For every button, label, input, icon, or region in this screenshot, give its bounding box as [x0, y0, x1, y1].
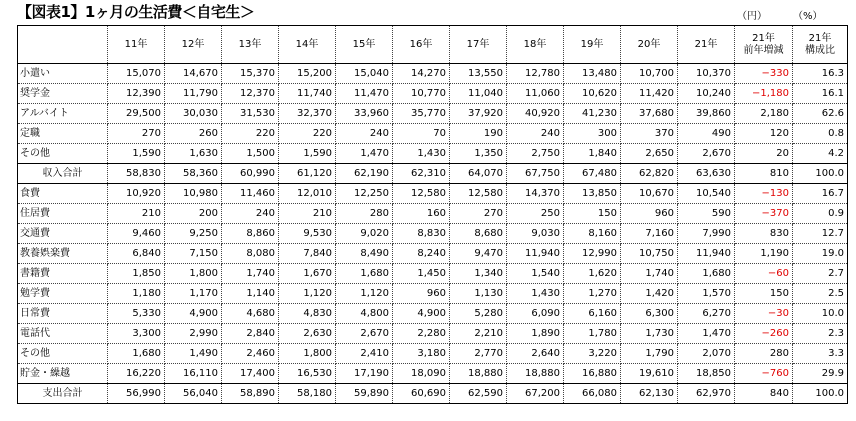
header-year-cell: 14年 [279, 26, 336, 64]
value-cell: 8,080 [222, 244, 279, 264]
header-year-cell: 12年 [165, 26, 222, 64]
value-cell: 1,740 [621, 264, 678, 284]
change-cell: 810 [735, 164, 793, 184]
value-cell: 14,670 [165, 64, 222, 84]
row-label: 書籍費 [18, 264, 108, 284]
value-cell: 1,840 [564, 144, 621, 164]
value-cell: 7,990 [678, 224, 735, 244]
value-cell: 2,990 [165, 324, 222, 344]
total-row [18, 164, 848, 184]
value-cell: 35,770 [393, 104, 450, 124]
value-cell: 1,180 [108, 284, 165, 304]
value-cell: 64,070 [450, 164, 507, 184]
value-cell: 370 [621, 124, 678, 144]
value-cell: 2,750 [507, 144, 564, 164]
change-cell: −30 [735, 304, 793, 324]
value-cell: 37,920 [450, 104, 507, 124]
value-cell: 2,770 [450, 344, 507, 364]
value-cell: 2,670 [336, 324, 393, 344]
value-cell: 14,270 [393, 64, 450, 84]
value-cell: 4,830 [279, 304, 336, 324]
value-cell: 220 [222, 124, 279, 144]
value-cell: 160 [393, 204, 450, 224]
table-row [18, 324, 848, 344]
value-cell: 13,480 [564, 64, 621, 84]
value-cell: 12,990 [564, 244, 621, 264]
share-cell: 12.7 [793, 224, 848, 244]
table-row [18, 104, 848, 124]
change-cell: −1,180 [735, 84, 793, 104]
value-cell: 1,670 [279, 264, 336, 284]
value-cell: 1,450 [393, 264, 450, 284]
header-change-line2: 前年増減 [743, 44, 784, 56]
value-cell: 6,840 [108, 244, 165, 264]
row-label: 食費 [18, 184, 108, 204]
table-row [18, 144, 848, 164]
value-cell: 13,850 [564, 184, 621, 204]
value-cell: 10,240 [678, 84, 735, 104]
value-cell: 1,590 [279, 144, 336, 164]
value-cell: 260 [165, 124, 222, 144]
share-cell: 16.7 [793, 184, 848, 204]
header-year-cell: 21年 [678, 26, 735, 64]
value-cell: 1,470 [678, 324, 735, 344]
value-cell: 13,550 [450, 64, 507, 84]
row-label: 教養娯楽費 [18, 244, 108, 264]
value-cell: 56,990 [108, 384, 165, 404]
share-cell: 2.3 [793, 324, 848, 344]
value-cell: 1,780 [564, 324, 621, 344]
total-row [18, 384, 848, 404]
value-cell: 18,880 [450, 364, 507, 384]
value-cell: 590 [678, 204, 735, 224]
share-cell: 100.0 [793, 384, 848, 404]
value-cell: 10,980 [165, 184, 222, 204]
value-cell: 1,790 [621, 344, 678, 364]
value-cell: 12,010 [279, 184, 336, 204]
header-year-cell: 13年 [222, 26, 279, 64]
value-cell: 10,620 [564, 84, 621, 104]
change-cell: 840 [735, 384, 793, 404]
value-cell: 29,500 [108, 104, 165, 124]
value-cell: 200 [165, 204, 222, 224]
value-cell: 960 [393, 284, 450, 304]
value-cell: 58,830 [108, 164, 165, 184]
share-cell: 0.8 [793, 124, 848, 144]
value-cell: 960 [621, 204, 678, 224]
value-cell: 62,970 [678, 384, 735, 404]
header-year-cell: 20年 [621, 26, 678, 64]
row-label: 住居費 [18, 204, 108, 224]
value-cell: 1,120 [279, 284, 336, 304]
row-label: 支出合計 [18, 384, 108, 404]
value-cell: 6,160 [564, 304, 621, 324]
share-cell: 16.1 [793, 84, 848, 104]
change-cell: 1,190 [735, 244, 793, 264]
row-label: 交通費 [18, 224, 108, 244]
value-cell: 1,680 [678, 264, 735, 284]
change-cell: 280 [735, 344, 793, 364]
change-cell: 20 [735, 144, 793, 164]
value-cell: 9,250 [165, 224, 222, 244]
value-cell: 11,790 [165, 84, 222, 104]
change-cell: −760 [735, 364, 793, 384]
value-cell: 31,530 [222, 104, 279, 124]
value-cell: 2,210 [450, 324, 507, 344]
value-cell: 10,370 [678, 64, 735, 84]
value-cell: 1,340 [450, 264, 507, 284]
value-cell: 7,160 [621, 224, 678, 244]
value-cell: 150 [564, 204, 621, 224]
value-cell: 62,130 [621, 384, 678, 404]
value-cell: 18,090 [393, 364, 450, 384]
change-cell: 830 [735, 224, 793, 244]
header-year-cell: 19年 [564, 26, 621, 64]
value-cell: 6,300 [621, 304, 678, 324]
value-cell: 63,630 [678, 164, 735, 184]
living-expenses-table [17, 25, 848, 404]
value-cell: 2,670 [678, 144, 735, 164]
value-cell: 1,350 [450, 144, 507, 164]
row-label: 奨学金 [18, 84, 108, 104]
value-cell: 5,330 [108, 304, 165, 324]
header-year-cell: 17年 [450, 26, 507, 64]
value-cell: 12,250 [336, 184, 393, 204]
value-cell: 4,680 [222, 304, 279, 324]
value-cell: 18,850 [678, 364, 735, 384]
table-row [18, 84, 848, 104]
value-cell: 12,580 [393, 184, 450, 204]
value-cell: 5,280 [450, 304, 507, 324]
value-cell: 11,040 [450, 84, 507, 104]
value-cell: 11,470 [336, 84, 393, 104]
value-cell: 62,190 [336, 164, 393, 184]
header-year-cell: 11年 [108, 26, 165, 64]
value-cell: 11,060 [507, 84, 564, 104]
value-cell: 2,460 [222, 344, 279, 364]
value-cell: 10,670 [621, 184, 678, 204]
value-cell: 41,230 [564, 104, 621, 124]
value-cell: 66,080 [564, 384, 621, 404]
header-share-cell [793, 26, 848, 64]
value-cell: 1,540 [507, 264, 564, 284]
value-cell: 70 [393, 124, 450, 144]
value-cell: 250 [507, 204, 564, 224]
change-cell: 2,180 [735, 104, 793, 124]
row-label: その他 [18, 144, 108, 164]
value-cell: 61,120 [279, 164, 336, 184]
value-cell: 8,860 [222, 224, 279, 244]
value-cell: 10,920 [108, 184, 165, 204]
share-cell: 4.2 [793, 144, 848, 164]
table-row [18, 364, 848, 384]
change-cell: −330 [735, 64, 793, 84]
row-label: 貯金・繰越 [18, 364, 108, 384]
share-cell: 0.9 [793, 204, 848, 224]
value-cell: 1,590 [108, 144, 165, 164]
table-row [18, 264, 848, 284]
value-cell: 1,490 [165, 344, 222, 364]
value-cell: 16,220 [108, 364, 165, 384]
value-cell: 58,180 [279, 384, 336, 404]
value-cell: 2,840 [222, 324, 279, 344]
value-cell: 2,650 [621, 144, 678, 164]
share-cell: 3.3 [793, 344, 848, 364]
value-cell: 8,490 [336, 244, 393, 264]
change-cell: 150 [735, 284, 793, 304]
value-cell: 6,090 [507, 304, 564, 324]
value-cell: 4,800 [336, 304, 393, 324]
table-row [18, 224, 848, 244]
table-row [18, 344, 848, 364]
value-cell: 60,690 [393, 384, 450, 404]
value-cell: 210 [279, 204, 336, 224]
share-cell: 29.9 [793, 364, 848, 384]
value-cell: 220 [279, 124, 336, 144]
value-cell: 32,370 [279, 104, 336, 124]
value-cell: 33,960 [336, 104, 393, 124]
value-cell: 10,700 [621, 64, 678, 84]
share-cell: 16.3 [793, 64, 848, 84]
value-cell: 8,680 [450, 224, 507, 244]
value-cell: 67,200 [507, 384, 564, 404]
value-cell: 10,770 [393, 84, 450, 104]
share-cell: 62.6 [793, 104, 848, 124]
value-cell: 1,470 [336, 144, 393, 164]
value-cell: 40,920 [507, 104, 564, 124]
change-cell: −130 [735, 184, 793, 204]
value-cell: 1,130 [450, 284, 507, 304]
value-cell: 1,680 [336, 264, 393, 284]
table-header-row [18, 26, 848, 64]
value-cell: 15,070 [108, 64, 165, 84]
value-cell: 37,680 [621, 104, 678, 124]
value-cell: 16,110 [165, 364, 222, 384]
change-cell: −260 [735, 324, 793, 344]
value-cell: 240 [336, 124, 393, 144]
value-cell: 1,630 [165, 144, 222, 164]
table-row [18, 204, 848, 224]
value-cell: 59,890 [336, 384, 393, 404]
value-cell: 10,540 [678, 184, 735, 204]
value-cell: 3,300 [108, 324, 165, 344]
value-cell: 2,410 [336, 344, 393, 364]
value-cell: 240 [507, 124, 564, 144]
value-cell: 12,780 [507, 64, 564, 84]
value-cell: 270 [108, 124, 165, 144]
change-cell: 120 [735, 124, 793, 144]
value-cell: 9,460 [108, 224, 165, 244]
value-cell: 2,280 [393, 324, 450, 344]
value-cell: 1,170 [165, 284, 222, 304]
value-cell: 11,420 [621, 84, 678, 104]
value-cell: 1,740 [222, 264, 279, 284]
value-cell: 3,220 [564, 344, 621, 364]
row-label: アルバイト [18, 104, 108, 124]
value-cell: 11,740 [279, 84, 336, 104]
table-row [18, 284, 848, 304]
row-label: その他 [18, 344, 108, 364]
share-cell: 2.7 [793, 264, 848, 284]
header-share-line1: 21年 [808, 32, 832, 44]
value-cell: 67,750 [507, 164, 564, 184]
value-cell: 1,680 [108, 344, 165, 364]
table-row [18, 64, 848, 84]
value-cell: 30,030 [165, 104, 222, 124]
value-cell: 1,620 [564, 264, 621, 284]
header-share-line2: 構成比 [805, 44, 835, 56]
value-cell: 240 [222, 204, 279, 224]
value-cell: 190 [450, 124, 507, 144]
value-cell: 4,900 [393, 304, 450, 324]
row-label: 電話代 [18, 324, 108, 344]
value-cell: 12,370 [222, 84, 279, 104]
header-year-cell: 16年 [393, 26, 450, 64]
value-cell: 15,200 [279, 64, 336, 84]
value-cell: 8,830 [393, 224, 450, 244]
value-cell: 15,370 [222, 64, 279, 84]
unit-percent-label: （%） [793, 11, 823, 22]
value-cell: 15,040 [336, 64, 393, 84]
value-cell: 1,420 [621, 284, 678, 304]
row-label: 日常費 [18, 304, 108, 324]
value-cell: 62,820 [621, 164, 678, 184]
unit-yen-label: （円） [737, 11, 767, 22]
value-cell: 18,880 [507, 364, 564, 384]
header-year-cell: 18年 [507, 26, 564, 64]
value-cell: 1,500 [222, 144, 279, 164]
value-cell: 58,890 [222, 384, 279, 404]
value-cell: 9,020 [336, 224, 393, 244]
row-label: 収入合計 [18, 164, 108, 184]
change-cell: −370 [735, 204, 793, 224]
change-cell: −60 [735, 264, 793, 284]
value-cell: 8,160 [564, 224, 621, 244]
value-cell: 3,180 [393, 344, 450, 364]
table-body [18, 64, 848, 404]
value-cell: 9,030 [507, 224, 564, 244]
value-cell: 11,940 [507, 244, 564, 264]
value-cell: 12,580 [450, 184, 507, 204]
value-cell: 1,570 [678, 284, 735, 304]
value-cell: 2,640 [507, 344, 564, 364]
value-cell: 1,800 [165, 264, 222, 284]
header-change-cell [735, 26, 793, 64]
value-cell: 17,190 [336, 364, 393, 384]
value-cell: 60,990 [222, 164, 279, 184]
value-cell: 270 [450, 204, 507, 224]
value-cell: 10,750 [621, 244, 678, 264]
value-cell: 16,530 [279, 364, 336, 384]
value-cell: 14,370 [507, 184, 564, 204]
value-cell: 12,390 [108, 84, 165, 104]
row-label: 定職 [18, 124, 108, 144]
value-cell: 1,800 [279, 344, 336, 364]
value-cell: 8,240 [393, 244, 450, 264]
table-row [18, 124, 848, 144]
value-cell: 62,310 [393, 164, 450, 184]
row-label: 勉学費 [18, 284, 108, 304]
value-cell: 9,470 [450, 244, 507, 264]
value-cell: 62,590 [450, 384, 507, 404]
value-cell: 7,840 [279, 244, 336, 264]
row-label: 小遣い [18, 64, 108, 84]
value-cell: 1,270 [564, 284, 621, 304]
value-cell: 1,730 [621, 324, 678, 344]
table-row [18, 184, 848, 204]
value-cell: 1,430 [507, 284, 564, 304]
value-cell: 2,070 [678, 344, 735, 364]
share-cell: 100.0 [793, 164, 848, 184]
value-cell: 300 [564, 124, 621, 144]
value-cell: 16,880 [564, 364, 621, 384]
value-cell: 4,900 [165, 304, 222, 324]
value-cell: 1,850 [108, 264, 165, 284]
value-cell: 1,890 [507, 324, 564, 344]
value-cell: 7,150 [165, 244, 222, 264]
value-cell: 1,430 [393, 144, 450, 164]
value-cell: 19,610 [621, 364, 678, 384]
value-cell: 490 [678, 124, 735, 144]
value-cell: 11,940 [678, 244, 735, 264]
header-label-cell [18, 26, 108, 64]
share-cell: 10.0 [793, 304, 848, 324]
value-cell: 9,530 [279, 224, 336, 244]
value-cell: 210 [108, 204, 165, 224]
share-cell: 19.0 [793, 244, 848, 264]
value-cell: 6,270 [678, 304, 735, 324]
value-cell: 280 [336, 204, 393, 224]
table-row [18, 304, 848, 324]
value-cell: 2,630 [279, 324, 336, 344]
share-cell: 2.5 [793, 284, 848, 304]
value-cell: 1,140 [222, 284, 279, 304]
value-cell: 56,040 [165, 384, 222, 404]
value-cell: 17,400 [222, 364, 279, 384]
value-cell: 58,360 [165, 164, 222, 184]
table-row [18, 244, 848, 264]
value-cell: 39,860 [678, 104, 735, 124]
value-cell: 1,120 [336, 284, 393, 304]
header-change-line1: 21年 [752, 32, 775, 44]
value-cell: 67,480 [564, 164, 621, 184]
value-cell: 11,460 [222, 184, 279, 204]
table-title: 【図表1】1ヶ月の生活費＜自宅生＞ [17, 3, 255, 21]
header-year-cell: 15年 [336, 26, 393, 64]
